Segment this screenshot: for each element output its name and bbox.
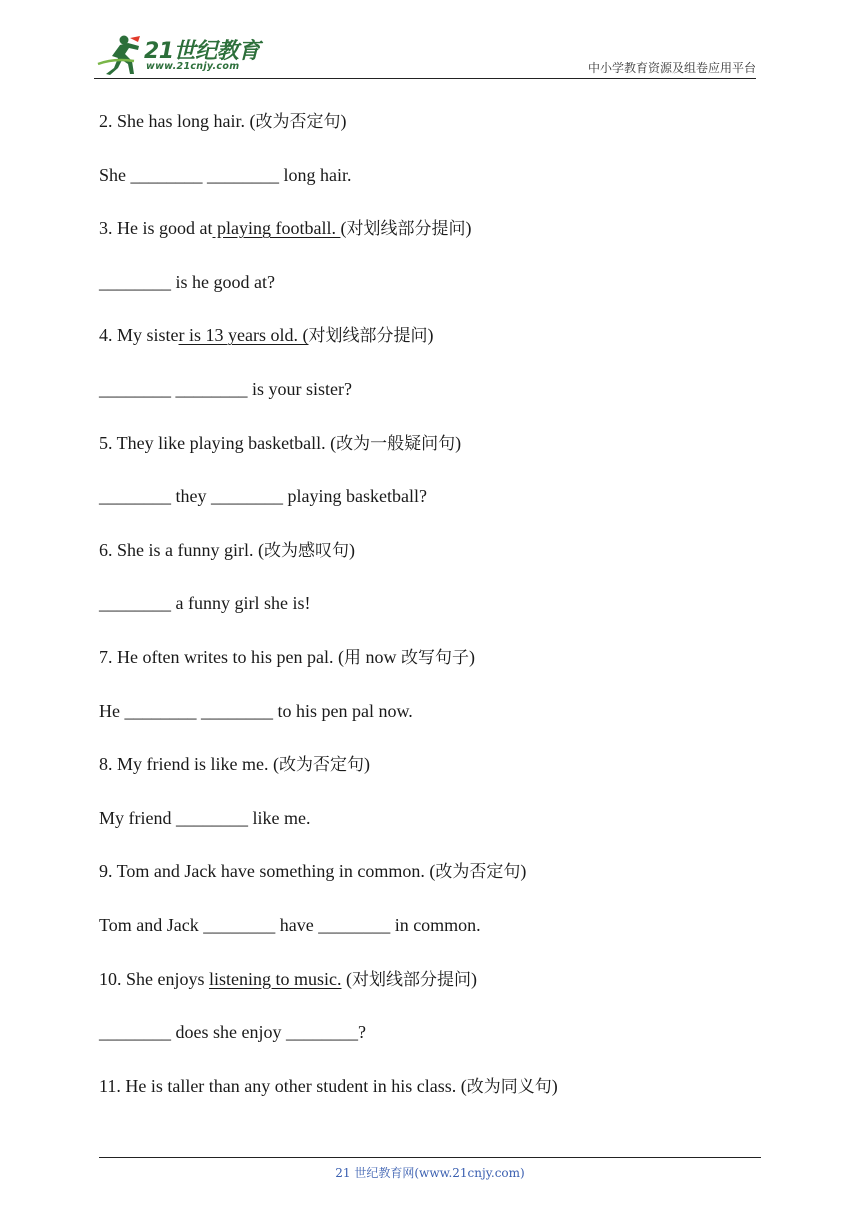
exercise-line — [99, 1073, 779, 1127]
sentence-text: ________ they ________ playing basketball? — [99, 486, 427, 507]
exercise-line — [99, 215, 779, 269]
exercise-line — [99, 912, 779, 966]
exercise-line — [99, 698, 779, 752]
sentence-text: 9. Tom and Jack have something in common. ( — [99, 861, 436, 882]
exercise-line — [99, 376, 779, 430]
sentence-text: She ________ ________ long hair. — [99, 164, 352, 185]
sentence-text: ) — [363, 754, 370, 775]
sentence-text: ________ a funny girl she is! — [99, 593, 311, 614]
exercise-line — [99, 162, 779, 216]
exercise-line — [99, 537, 779, 591]
instruction-text: 对划线部分提问 — [346, 219, 466, 240]
sentence-text: ( — [341, 968, 352, 989]
logo-url: www.21cnjy.com — [146, 61, 240, 72]
header-platform-text: 中小学教育资源及组卷应用平台 — [587, 61, 756, 75]
sentence-text: 2. She has long hair. ( — [99, 111, 256, 131]
sentence-text: ) — [348, 539, 355, 560]
sentence-text: ) — [520, 861, 527, 882]
exercise-line — [99, 751, 779, 805]
exercise-line — [99, 858, 779, 912]
footer-divider — [99, 1157, 761, 1158]
sentence-text: ) — [465, 218, 472, 239]
sentence-text: My friend ________ like me. — [99, 807, 311, 828]
exercise-line — [99, 269, 779, 323]
instruction-text: 改为一般疑问句 — [336, 433, 456, 454]
footer-link[interactable]: 21 世纪教育网(www.21cnjy.com) — [335, 1166, 525, 1180]
instruction-text: 对划线部分提问 — [308, 326, 428, 347]
sentence-text: 4. My siste — [99, 325, 179, 346]
instruction-text: 对划线部分提问 — [352, 969, 471, 990]
sentence-text: 6. She is a funny girl. ( — [99, 539, 264, 560]
underlined-text: r is 13 years old. ( — [178, 325, 309, 346]
underlined-text: listening to music. — [209, 968, 342, 989]
underlined-text: playing football. — [212, 218, 341, 239]
instruction-text: 用 — [343, 647, 361, 668]
exercise-line — [99, 108, 779, 162]
sentence-text: ( — [340, 218, 347, 239]
exercise-line — [99, 644, 779, 698]
logo — [94, 34, 264, 76]
sentence-text: 5. They like playing basketball. ( — [99, 432, 337, 453]
exercise-list — [99, 108, 779, 1126]
sentence-text: now — [360, 646, 401, 667]
sentence-text: ________ is he good at? — [99, 271, 275, 292]
sentence-text: ) — [340, 111, 347, 131]
instruction-text: 改为感叹句 — [263, 540, 349, 561]
instruction-text: 改为同义句 — [466, 1076, 552, 1097]
sentence-text: 11. He is taller than any other student in his class. ( — [99, 1075, 467, 1096]
sentence-text: ) — [551, 1075, 558, 1096]
sentence-text: 3. He is good at — [99, 218, 213, 239]
exercise-line — [99, 590, 779, 644]
instruction-text: 改为否定句 — [255, 112, 341, 132]
exercise-line — [99, 430, 779, 484]
exercise-line — [99, 805, 779, 859]
exercise-line — [99, 1019, 779, 1073]
sentence-text: ) — [427, 325, 434, 346]
instruction-text: 改为否定句 — [278, 755, 364, 776]
instruction-text: 改写句子 — [400, 647, 469, 668]
exercise-line — [99, 322, 779, 376]
logo-text: 21世纪教育 — [144, 39, 260, 64]
sentence-text: ________ ________ is your sister? — [99, 378, 352, 399]
sentence-text: He ________ ________ to his pen pal now. — [99, 700, 413, 721]
exercise-line — [99, 483, 779, 537]
sentence-text: 7. He often writes to his pen pal. ( — [99, 646, 344, 667]
sentence-text: Tom and Jack ________ have ________ in common. — [99, 914, 481, 935]
sentence-text: ) — [471, 968, 477, 989]
sentence-text: 8. My friend is like me. ( — [99, 754, 279, 775]
runner-logo-icon — [94, 34, 144, 76]
sentence-text: ) — [455, 432, 462, 453]
sentence-text: ________ does she enjoy ________? — [99, 1022, 366, 1043]
sentence-text: 10. She enjoys — [99, 968, 209, 989]
exercise-line — [99, 966, 779, 1020]
page-header — [94, 30, 756, 79]
instruction-text: 改为否定句 — [435, 862, 521, 883]
sentence-text: ) — [468, 646, 475, 667]
